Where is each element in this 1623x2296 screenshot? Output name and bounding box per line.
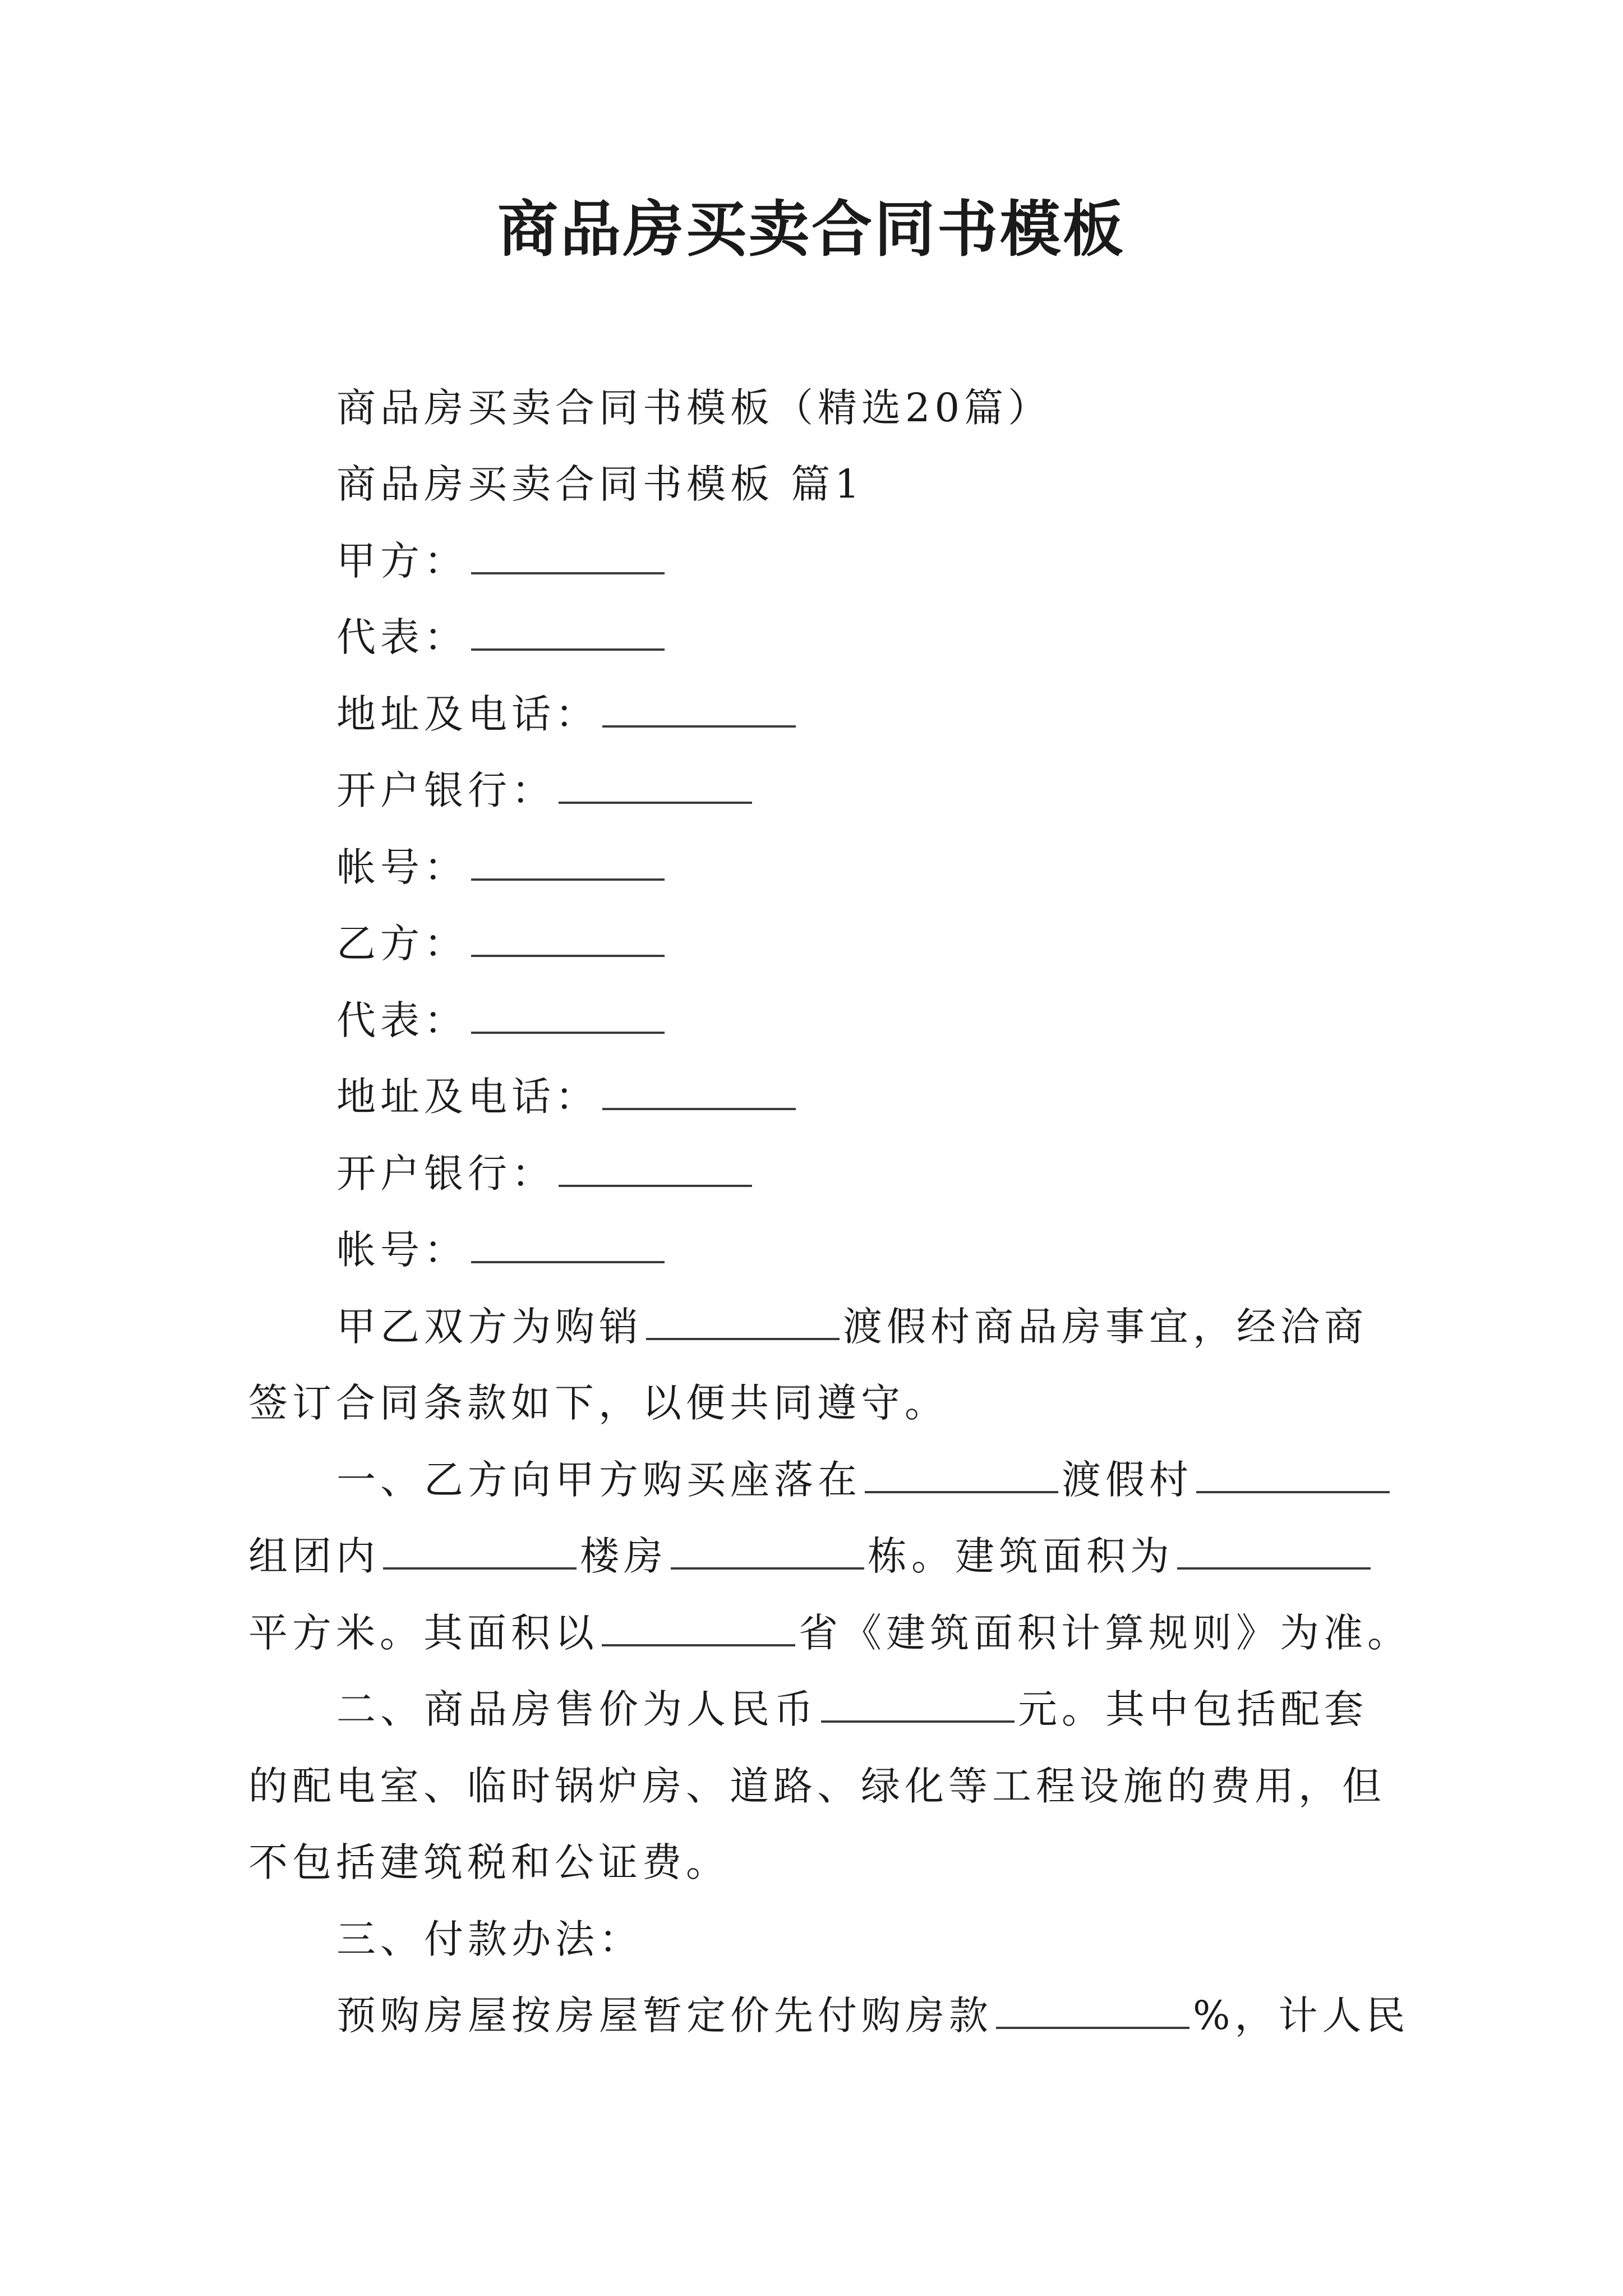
clause1-line-2 xyxy=(248,1533,1374,1579)
clause1-text-a: 一、乙方向甲方购买座落在 xyxy=(336,1457,861,1503)
party-a-account-blank xyxy=(471,878,665,881)
party-a-bank-blank xyxy=(559,802,752,804)
intro-text-b: 渡假村商品房事宜，经洽商 xyxy=(843,1304,1368,1350)
clause1-text-d: 楼房 xyxy=(580,1533,667,1579)
party-a-account-label: 帐号： xyxy=(336,844,468,890)
party-b-rep-line xyxy=(336,997,668,1043)
clause1-blank-4 xyxy=(671,1567,864,1570)
party-b-account-blank xyxy=(471,1261,665,1263)
clause3-blank xyxy=(996,2027,1189,2029)
party-b-address-blank xyxy=(602,1108,796,1110)
party-a-account-line xyxy=(336,844,668,890)
clause3-text-b: %，计人民 xyxy=(1193,1993,1410,2039)
party-b-label: 乙方： xyxy=(336,921,468,967)
clause1-blank-5 xyxy=(1177,1567,1371,1570)
party-a-address-blank xyxy=(602,725,796,728)
party-a-rep-line xyxy=(336,614,668,660)
party-b-rep-blank xyxy=(471,1032,665,1034)
clause1-text-f: 平方米。其面积以 xyxy=(248,1610,598,1656)
party-a-bank-line xyxy=(336,767,755,813)
clause1-line-3 xyxy=(248,1610,1411,1656)
party-b-address-label: 地址及电话： xyxy=(336,1074,599,1120)
document-subtitle: 商品房买卖合同书模板（精选20篇） xyxy=(336,385,1052,431)
party-b-bank-line xyxy=(336,1151,755,1197)
party-b-blank xyxy=(471,955,665,957)
clause2-line-3: 不包括建筑税和公证费。 xyxy=(248,1839,730,1885)
party-a-rep-blank xyxy=(471,648,665,651)
intro-text-a: 甲乙双方为购销 xyxy=(336,1304,643,1350)
clause1-blank-2 xyxy=(1196,1491,1390,1493)
party-b-bank-blank xyxy=(559,1185,752,1187)
clause2-line-1 xyxy=(336,1686,1368,1732)
clause1-text-e: 栋。建筑面积为 xyxy=(868,1533,1174,1579)
party-b-account-label: 帐号： xyxy=(336,1227,468,1273)
intro-line-1 xyxy=(336,1304,1368,1350)
clause3-text-a: 预购房屋按房屋暂定价先付购房款 xyxy=(336,1993,993,2039)
party-a-address-label: 地址及电话： xyxy=(336,691,599,737)
clause1-text-c: 组团内 xyxy=(248,1533,380,1579)
section-heading: 商品房买卖合同书模板 篇1 xyxy=(336,461,864,507)
document-title: 商品房买卖合同书模板 xyxy=(497,194,1126,265)
intro-line-2: 签订合同条款如下，以便共同遵守。 xyxy=(248,1380,948,1426)
party-a-blank xyxy=(471,572,665,574)
intro-blank xyxy=(646,1338,840,1340)
clause1-blank-1 xyxy=(865,1491,1058,1493)
clause2-line-2: 的配电室、临时锅炉房、道路、绿化等工程设施的费用，但 xyxy=(248,1763,1386,1809)
party-a-rep-label: 代表： xyxy=(336,614,468,660)
clause3-heading: 三、付款办法： xyxy=(336,1916,643,1962)
clause1-blank-3 xyxy=(383,1567,577,1570)
clause3-line-1 xyxy=(336,1993,1410,2039)
party-b-rep-label: 代表： xyxy=(336,997,468,1043)
party-b-line xyxy=(336,921,668,967)
party-a-label: 甲方： xyxy=(336,538,468,584)
party-b-account-line xyxy=(336,1227,668,1273)
clause2-text-a: 二、商品房售价为人民币 xyxy=(336,1686,818,1732)
party-b-address-line xyxy=(336,1074,799,1120)
party-b-bank-label: 开户银行： xyxy=(336,1151,555,1197)
clause2-text-b: 元。其中包括配套 xyxy=(1018,1686,1368,1732)
clause1-text-g: 省《建筑面积计算规则》为准。 xyxy=(799,1610,1411,1656)
clause2-blank xyxy=(821,1720,1015,1723)
clause1-text-b: 渡假村 xyxy=(1062,1457,1193,1503)
clause1-line-1 xyxy=(336,1457,1393,1503)
party-a-line xyxy=(336,538,668,584)
clause1-blank-6 xyxy=(602,1644,795,1646)
party-a-address-line xyxy=(336,691,799,737)
party-a-bank-label: 开户银行： xyxy=(336,767,555,813)
